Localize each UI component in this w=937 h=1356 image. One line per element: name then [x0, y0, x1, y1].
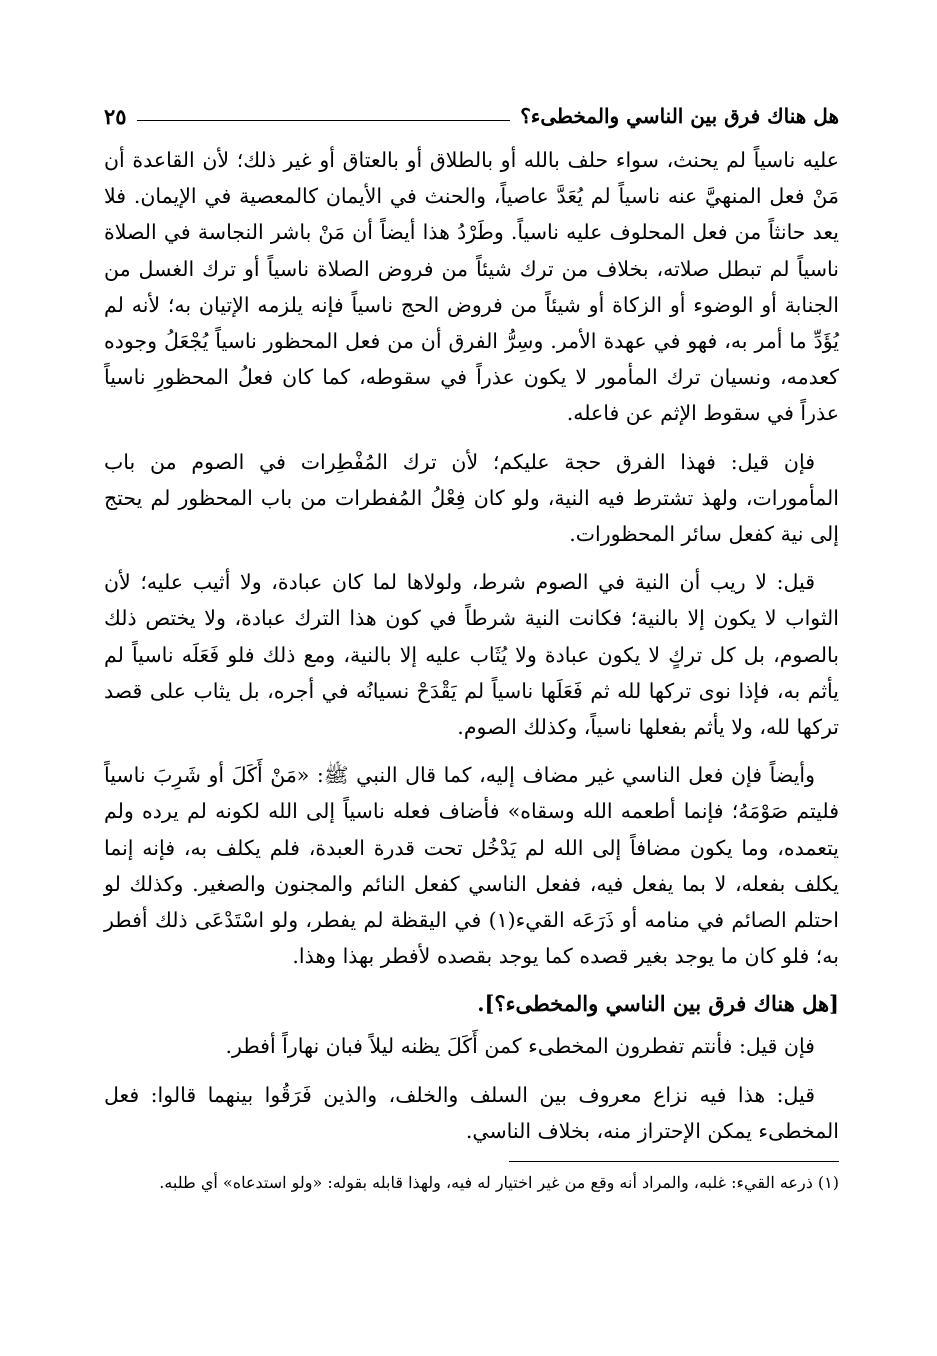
footnote-rule [509, 1161, 839, 1162]
page-number: ٢٥ [104, 103, 127, 129]
running-head-title: هل هناك فرق بين الناسي والمخطىء؟ [520, 104, 839, 128]
paragraph: قيل: لا ريب أن النية في الصوم شرط، ولولاها لما كان عبادة، ولا أثيب عليه؛ لأن الثواب لا يكون إلا بالنية؛ فكانت النية شرطاً في كون هذا الترك عبادة، ولا يختص ذلك بالصوم، بل كل تركٍ لا يكون عبادة ولا يُثَاب عليه إلا بالنية، ومع ذلك فلو فَعَلَه ناسياً لم يأثم به، فإذا نوى تركها لله ثم فَعَلَها ناسياً لم يَقْدَحْ نسيانُه في أجره، بل يثاب على قصد تركها لله، ولا يأثم بفعلها ناسياً، وكذلك الصوم. [104, 570, 839, 740]
paragraph: فإن قيل: فأنتم تفطرون المخطىء كمن أَكَلَ يظنه ليلاً فبان نهاراً أفطر. [225, 1034, 815, 1059]
book-page [104, 96, 839, 1196]
paragraph: قيل: هذا فيه نزاع معروف بين السلف والخلف، والذين فَرَقُوا بينهما قالوا: فعل المخطىء يمكن الإحتراز منه، بخلاف الناسي. [104, 1082, 839, 1143]
body-text [104, 142, 839, 1149]
section-heading: [هل هناك فرق بين الناسي والمخطىء؟]. [477, 991, 839, 1017]
paragraph: عليه ناسياً لم يحنث، سواء حلف بالله أو بالطلاق أو بالعتاق أو غير ذلك؛ لأن القاعدة أن مَنْ فعل المنهيَّ عنه ناسياً لم يُعَدَّ عاصياً، والحنث في الأيمان كالمعصية في الإيمان. فلا يعد حانثاً من فعل المحلوف عليه ناسياً. وطَرْدُ هذا أيضاً أن مَنْ باشر النجاسة في الصلاة ناسياً لم تبطل صلاته، بخلاف من ترك شيئاً من فروض الصلاة ناسياً أو ترك الغسل من الجنابة أو الوضوء أو الزكاة أو شيئاً من فروض الحج ناسياً فإنه يلزمه الإتيان به؛ لأنه لم يُؤَدِّ ما أمر به، فهو في عهدة الأمر. وسِرُّ الفرق أن من فعل المحظور ناسياً يُجْعَلُ وجوده كعدمه، ونسيان ترك المأمور لا يكون عذراً في سقوطه، كما كان فعلُ المحظورِ ناسياً عذراً في سقوط الإثم عن فاعله. [104, 148, 839, 426]
header-rule [137, 120, 511, 121]
paragraph: وأيضاً فإن فعل الناسي غير مضاف إليه، كما قال النبي ﷺ: «مَنْ أَكَلَ أو شَرِبَ ناسياً فليتم صَوْمَهُ؛ فإنما أطعمه الله وسقاه» فأضاف فعله ناسياً إلى الله لكونه لم يرده ولم يتعمده، وما يكون مضافاً إلى الله لم يَدْخُل تحت قدرة العبدة، فلم يكلف به، فإنه إنما يكلف بفعله، لا بما يفعل فيه، ففعل الناسي كفعل النائم والمجنون والصغير. وكذلك لو احتلم الصائم في منامه أو ذَرَعَه القيء(١) في اليقظة لم يفطر، ولو اسْتَدْعَى ذلك أفطر به؛ فلو كان ما يوجد بغير قصده كما يوجد بقصده لأفطر بهذا وهذا. [104, 763, 839, 969]
footnote: (١) ذرعه القيء: غلبه، والمراد أنه وقع من غير اختيار له فيه، ولهذا قابله بقوله: «ولو استدعاه» أي طلبه. [159, 1173, 839, 1193]
running-head [104, 96, 839, 136]
paragraph: فإن قيل: فهذا الفرق حجة عليكم؛ لأن ترك المُفْطِرات في الصوم من باب المأمورات، ولهذ تشترط فيه النية، ولو كان فِعْلُ المُفطرات من باب المحظور لم يحتج إلى نية كفعل سائر المحظورات. [104, 449, 839, 547]
